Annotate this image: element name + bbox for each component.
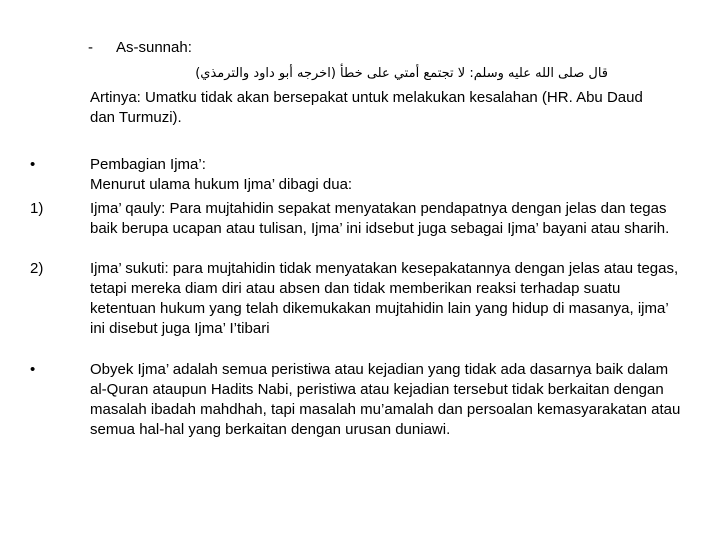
pembagian-intro: Menurut ulama hukum Ijma’ dibagi dua: <box>90 176 353 193</box>
hadith-arabic-text: قال صلى الله عليه وسلم: لا تجتمع أمتي على خطأ (اخرجه أبو داود والترمذي) <box>195 66 608 81</box>
sunnah-dash: - <box>88 39 93 56</box>
bullet-marker: • <box>30 156 36 173</box>
bullet-marker: • <box>30 361 36 378</box>
list-number: 1) <box>30 200 44 217</box>
sunnah-label: As-sunnah: <box>116 39 192 56</box>
obyek-paragraph: Obyek Ijma’ adalah semua peristiwa atau kejadian yang tidak ada dasarnya baik dalam al-Quran ataupun Hadits Nabi, peristiwa atau kejadian tersebut tidak berkaitan dengan masalah ibadah mahdhah, tapi masalah mu’amalah dan persoalan kemasyarakatan atau semua hal-hal yang berkaitan dengan urusan duniawi. <box>90 361 681 438</box>
pembagian-heading: Pembagian Ijma’: <box>90 156 206 173</box>
list-item-ijma-qauly: Ijma’ qauly: Para mujtahidin sepakat menyatakan pendapatnya dengan jelas dan tegas baik berupa ucapan atau tulisan, Ijma’ ini idsebut juga sebagai Ijma’ bayani atau sharih. <box>90 200 670 237</box>
list-number: 2) <box>30 260 44 277</box>
list-item-ijma-sukuti: Ijma’ sukuti: para mujtahidin tidak menyatakan kesepakatannya dengan jelas atau tegas, tetapi mereka diam diri atau absen dan tidak memberikan reaksi terhadap suatu ketentuan hukum yang telah dikemukakan mujtahidin lain yang hidup di masanya, ijma’ ini disebut juga Ijma’ I’tibari <box>90 260 679 337</box>
hadith-translation: Artinya: Umatku tidak akan bersepakat untuk melakukan kesalahan (HR. Abu Daud dan Turmuzi). <box>90 89 643 126</box>
